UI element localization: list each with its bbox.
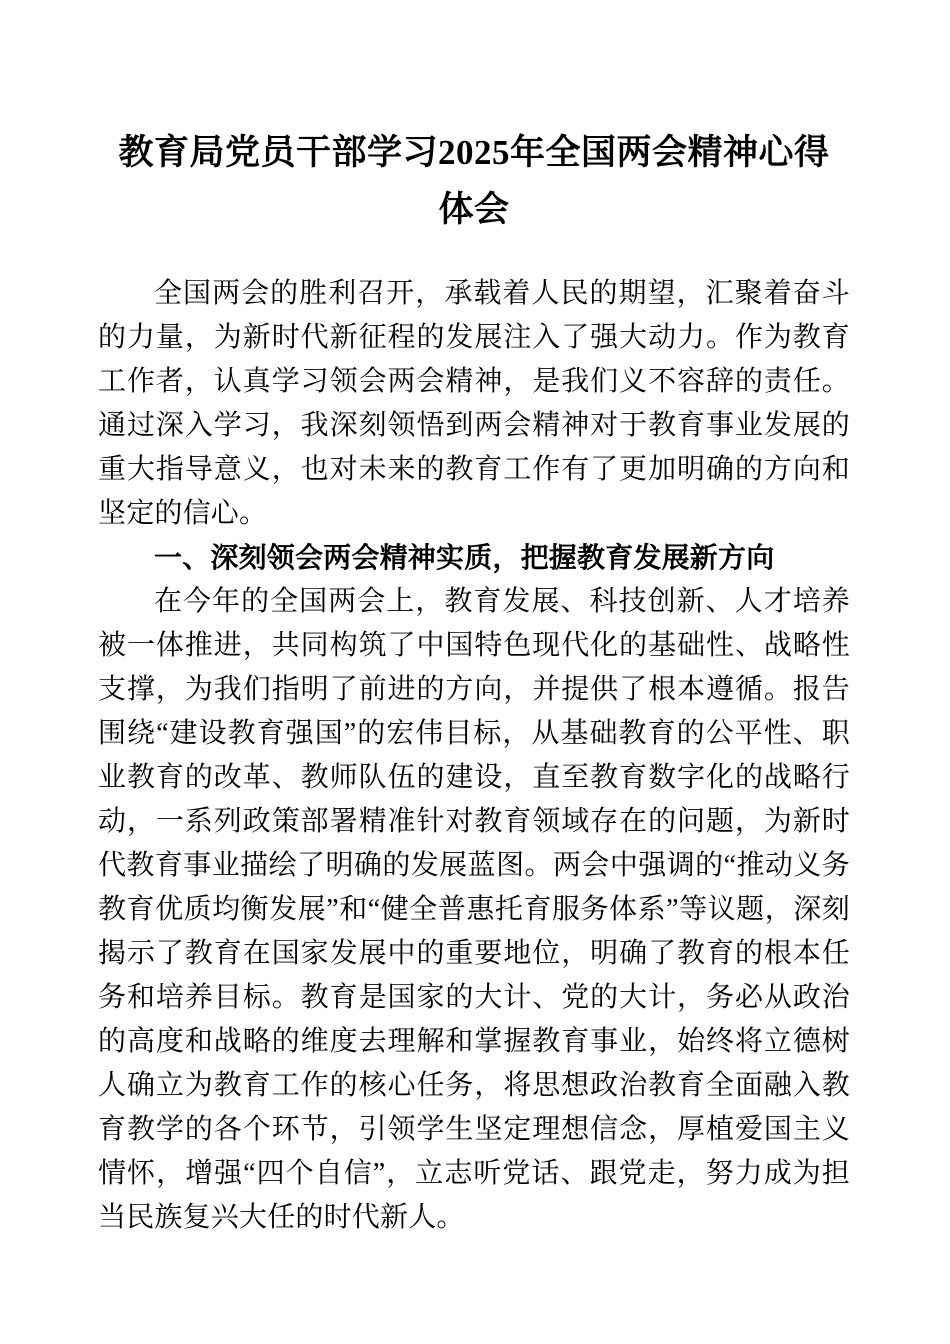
intro-paragraph: 全国两会的胜利召开，承载着人民的期望，汇聚着奋斗的力量，为新时代新征程的发展注入了强大动力。作为教育工作者，认真学习领会两会精神，是我们义不容辞的责任。通过深入学习，我深刻领悟到两会精神对于教育事业发展的重大指导意义，也对未来的教育工作有了更加明确的方向和坚定的信心。 [98, 278, 850, 529]
document-title: 教育局党员干部学习2025年全国两会精神心得体会 [118, 133, 830, 229]
section-1-paragraph: 在今年的全国两会上，教育发展、科技创新、人才培养被一体推进，共同构筑了中国特色现代化的基础性、战略性支撑，为我们指明了前进的方向，并提供了根本遵循。报告围绕“建设教育强国”的宏伟目标，从基础教育的公平性、职业教育的改革、教师队伍的建设，直至教育数字化的战略行动，一系列政策部署精准针对教育领域存在的问题，为新时代教育事业描绘了明确的发展蓝图。两会中强调的“推动义务教育优质均衡发展”和“健全普惠托育服务体系”等议题，深刻揭示了教育在国家发展中的重要地位，明确了教育的根本任务和培养目标。教育是国家的大计、党的大计，务必从政治的高度和战略的维度去理解和掌握教育事业，始终将立德树人确立为教育工作的核心任务，将思想政治教育全面融入教育教学的各个环节，引领学生坚定理想信念，厚植爱国主义情怀，增强“四个自信”，立志听党话、跟党走，努力成为担当民族复兴大任的时代新人。 [98, 586, 850, 1233]
section-1-heading: 一、深刻领会两会精神实质，把握教育发展新方向 [154, 542, 775, 573]
